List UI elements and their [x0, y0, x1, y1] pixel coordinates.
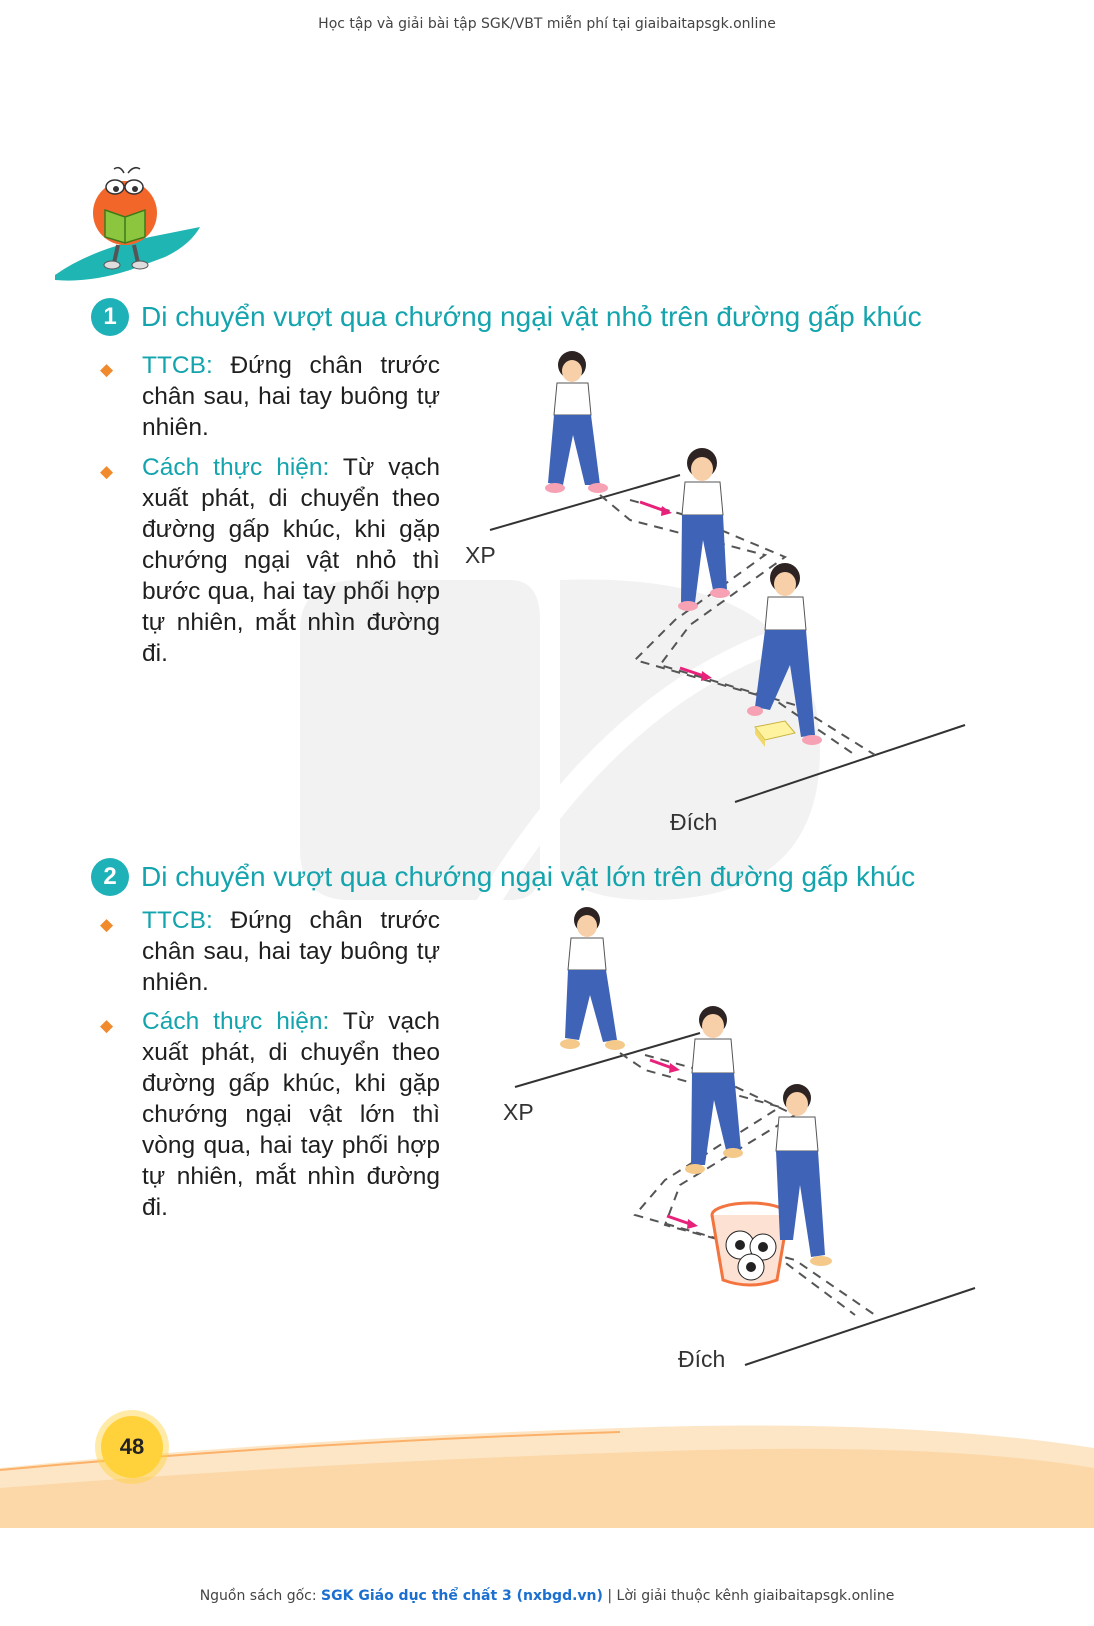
method-label: Cách thực hiện:: [142, 454, 330, 481]
section-title: Di chuyển vượt qua chướng ngại vật nhỏ trên đường gấp khúc: [141, 301, 922, 332]
footer-prefix: Nguồn sách gốc:: [199, 1588, 322, 1604]
ttcb-label: TTCB:: [142, 352, 213, 379]
method-item: [100, 1006, 440, 1223]
ttcb-item: [100, 905, 440, 998]
bottom-decorative-band: [0, 1398, 1094, 1590]
diamond-bullet-icon: ◆: [100, 1016, 114, 1035]
section-2-heading: [91, 858, 915, 896]
diamond-bullet-icon: ◆: [100, 462, 114, 481]
ttcb-item: [100, 350, 440, 443]
mascot-reading-icon: [50, 165, 210, 290]
child-figure-1: [560, 907, 625, 1050]
method-label: Cách thực hiện:: [142, 1008, 330, 1035]
footer-suffix: | Lời giải thuộc kênh giaibaitapsgk.online: [602, 1588, 895, 1604]
section-1-heading: [91, 298, 922, 336]
child-figure-3: [747, 563, 822, 745]
section-number-badge: 1: [91, 298, 129, 336]
footer-source-link[interactable]: SGK Giáo dục thể chất 3 (nxbgd.vn): [321, 1588, 603, 1604]
method-text: Từ vạch xuất phát, di chuyển theo đường gấp khúc, khi gặp chướng ngại vật nhỏ thì bước qua, hai tay phối hợp tự nhiên, mắt nhìn đường đi.: [142, 454, 440, 667]
start-label: XP: [503, 1099, 534, 1125]
ttcb-text: Đứng chân trước chân sau, hai tay buông tự nhiên.: [142, 352, 440, 441]
section-title: Di chuyển vượt qua chướng ngại vật lớn trên đường gấp khúc: [141, 861, 916, 892]
child-figure-1: [545, 351, 608, 493]
small-obstacle-illustration: [455, 335, 985, 845]
header-note: Học tập và giải bài tập SGK/VBT miễn phí tại giaibaitapsgk.online: [318, 16, 776, 32]
finish-label: Đích: [678, 1346, 726, 1372]
diamond-bullet-icon: ◆: [100, 360, 114, 379]
child-figure-2: [678, 448, 730, 611]
ttcb-label: TTCB:: [142, 907, 213, 934]
method-item: [100, 452, 440, 669]
ball-basket: [712, 1203, 788, 1285]
section-number-badge: 2: [91, 858, 129, 896]
diamond-bullet-icon: ◆: [100, 915, 114, 934]
start-label: XP: [465, 542, 496, 568]
child-figure-3: [776, 1084, 832, 1266]
ttcb-text: Đứng chân trước chân sau, hai tay buông tự nhiên.: [142, 907, 440, 996]
large-obstacle-illustration: [495, 895, 995, 1395]
page-number-badge: 48: [101, 1416, 163, 1478]
method-text: Từ vạch xuất phát, di chuyển theo đường gấp khúc, khi gặp chướng ngại vật lớn thì vòng qua, hai tay phối hợp tự nhiên, mắt nhìn đường đi.: [142, 1008, 440, 1221]
footer-note: [0, 1588, 1094, 1604]
finish-label: Đích: [670, 809, 718, 835]
